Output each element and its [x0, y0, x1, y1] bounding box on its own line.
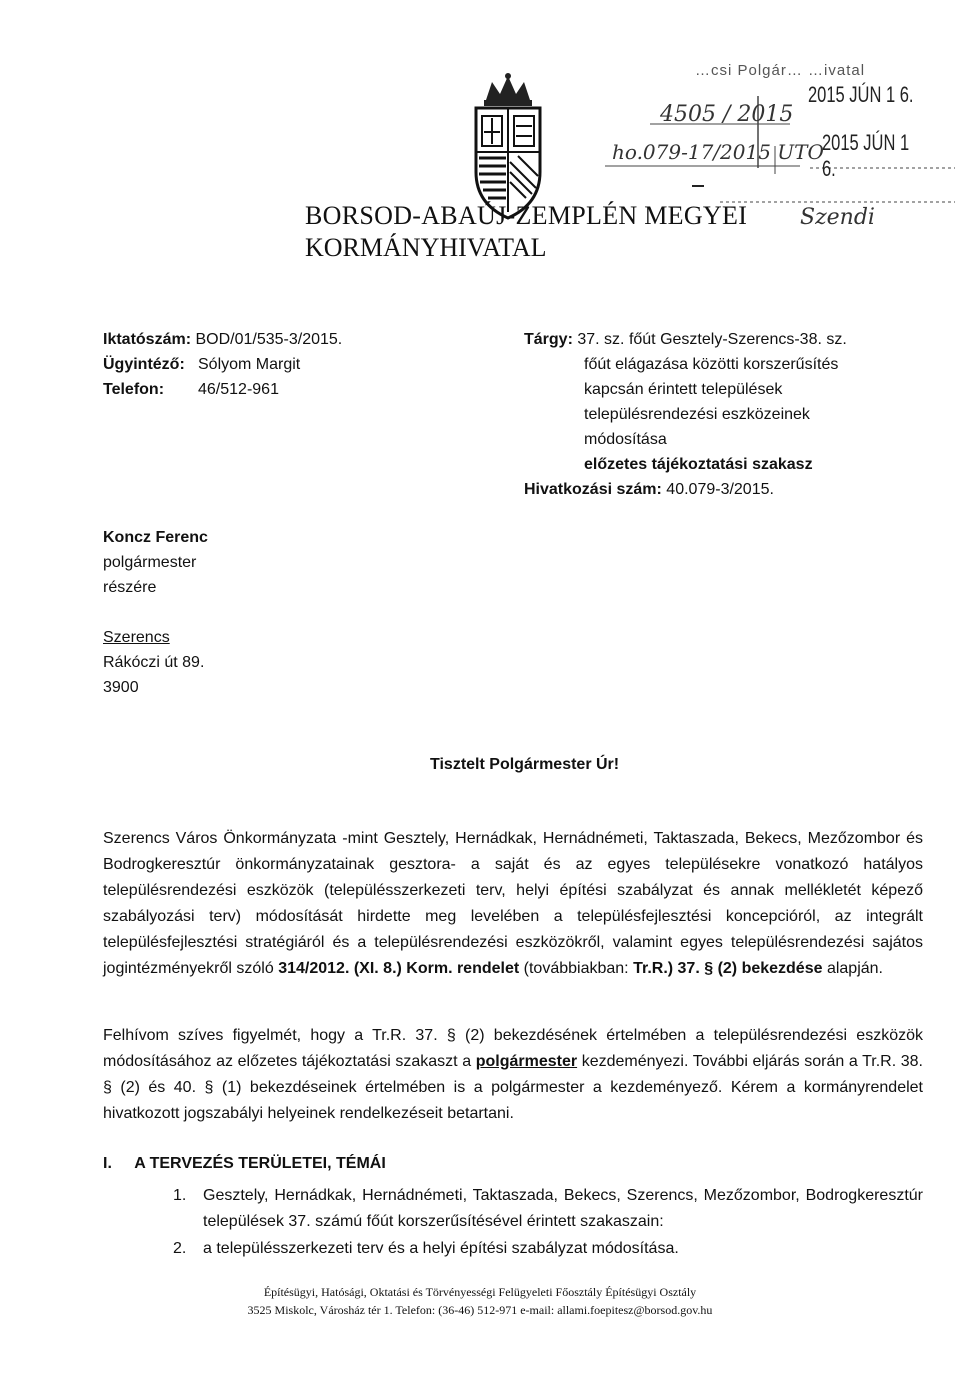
list-item-text: a településszerkezeti terv és a helyi építési szabályzat módosítása.: [203, 1240, 679, 1257]
list-item-number: 2.: [173, 1240, 187, 1257]
page-footer: [0, 1283, 960, 1319]
section-title: A TERVEZÉS TERÜLETEI, TÉMÁI: [134, 1155, 386, 1172]
paragraph-1-end: alapján.: [826, 960, 883, 977]
org-line-1: BORSOD-ABAÚJ-ZEMPLÉN MEGYEI: [305, 201, 748, 230]
officer-value: Sólyom Margit: [198, 356, 301, 373]
received-date-stamp-2: 2015 JÚN 1 6.: [822, 130, 910, 181]
subject-label: Tárgy:: [524, 331, 573, 348]
paragraph-1-text: Szerencs Város Önkormányzata -mint Gesztely, Hernádkak, Hernádnémeti, Taktaszada, Bekecs, Mezőzombor és Bodrogkeresztúr önkormányzatainak gesztora- a saját és az egyes településekre vonatkozó hatályos településrendezési eszközök (településszerkezeti terv, helyi építési szabályzat és annak mellékletét képező szabályozási terv) módosítását hirdette meg levelében a településfejlesztési koncepcióról, az integrált településfejlesztési stratégiáról és a településrendezési eszközökről, valamint egyes településrendezési sajátos jogintézményekről szóló: [103, 830, 923, 977]
addressee-zip: 3900: [103, 679, 139, 696]
subject-line-6: előzetes tájékoztatási szakasz: [584, 456, 813, 473]
subject-line-2: főút elágazása közötti korszerűsítés: [584, 356, 839, 373]
footer-line-1: Építésügyi, Hatósági, Oktatási és Törvényességi Felügyeleti Főosztály Építésügyi Osztály: [263, 1285, 697, 1299]
phone-label: Telefon:: [103, 381, 165, 398]
addressee-street: Rákóczi út 89.: [103, 654, 205, 671]
handwritten-registry-number: 4505 / 2015: [660, 102, 794, 127]
section-number: I.: [103, 1155, 112, 1172]
list-item: [173, 1183, 923, 1235]
reference-label: Hivatkozási szám:: [524, 481, 662, 498]
addressee-name: Koncz Ferenc: [103, 529, 208, 546]
officer-label: Ügyintéző:: [103, 356, 185, 373]
reference-value: 40.079-3/2015.: [666, 481, 774, 498]
paragraph-2-underlined: polgármester: [475, 1053, 578, 1070]
handwritten-reference-number: ho.079-17/2015 UTO: [612, 140, 824, 164]
addressee-city: Szerencs: [103, 629, 170, 646]
section-heading: [103, 1155, 386, 1173]
salutation: Tisztelt Polgármester Úr!: [430, 756, 620, 773]
paragraph-1-bold-2: Tr.R.) 37. § (2) bekezdése: [633, 960, 823, 977]
org-line-2: KORMÁNYHIVATAL: [305, 233, 547, 262]
subject-line-5: módosítása: [584, 431, 667, 448]
addressee-block: [103, 525, 208, 700]
stamp-header: …csi Polgár… …ivatal: [695, 62, 866, 79]
footer-line-2: 3525 Miskolc, Városház tér 1. Telefon: (36-46) 512-971 e-mail: allami.foepitesz@borsod.gov.hu: [247, 1303, 713, 1317]
paragraph-1: [103, 826, 923, 982]
addressee-title: polgármester: [103, 554, 197, 571]
subject-line-3: kapcsán érintett települések: [584, 381, 783, 398]
received-date-stamp: 2015 JÚN 1 6.: [808, 82, 914, 107]
subject-line-4: településrendezési eszközeinek: [584, 406, 810, 423]
list-item-text: Gesztely, Hernádkak, Hernádnémeti, Taktaszada, Bekecs, Szerencs, Mezőzombor, Bodrogkeresztúr települések 37. számú főút korszerűsítésével érintett szakaszain:: [203, 1187, 923, 1230]
file-metadata: [103, 327, 342, 402]
list-item-number: 1.: [173, 1187, 187, 1204]
subject-block: [524, 327, 924, 502]
paragraph-1-bold: 314/2012. (XI. 8.) Korm. rendelet: [278, 960, 520, 977]
organisation-name: [305, 200, 747, 264]
phone-value: 46/512-961: [198, 381, 279, 398]
subject-line-1: 37. sz. főút Gesztely-Szerencs-38. sz.: [577, 331, 847, 348]
paragraph-1-mid: (továbbiakban:: [523, 960, 629, 977]
list-item: [173, 1236, 923, 1262]
file-number-label: Iktatószám:: [103, 331, 192, 348]
paragraph-2-start: Felhívom szíves figyelmét, hogy a Tr.R. 37. § (2) bekezdésének értelmében a településrendezési eszközök módosításához az előzetes tájékoztatási szakaszt a: [103, 1027, 923, 1070]
handwritten-signature: Szendi: [800, 205, 875, 230]
paragraph-2-end: kezdeményezi. További eljárás során a Tr.R. 38. § (2) és 40. § (1) bekezdéseinek értelmében is a polgármester a kezdeményező. Kérem a kormányrendelet hivatkozott jogszabályi helyeinek rendelkezéseit betartani.: [103, 1053, 923, 1122]
paragraph-2: [103, 1023, 923, 1127]
addressee-for: részére: [103, 579, 157, 596]
file-number-value: BOD/01/535-3/2015.: [195, 331, 343, 348]
